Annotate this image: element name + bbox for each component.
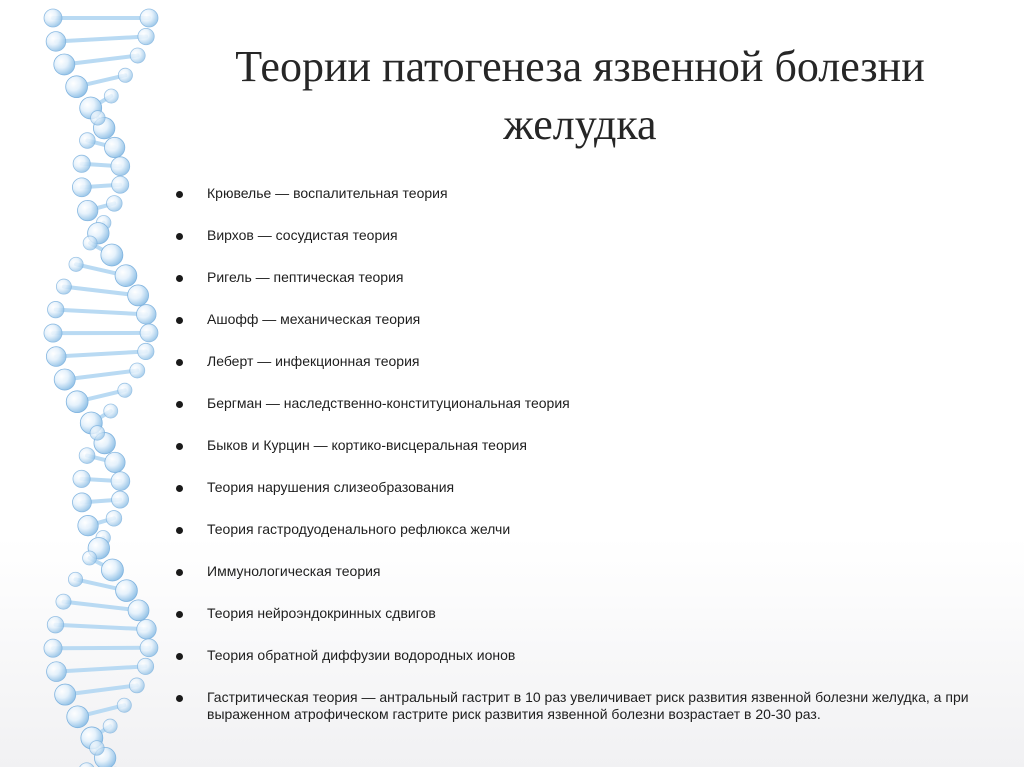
list-item: Теория гастродуоденального рефлюкса желчи	[176, 521, 996, 563]
bullet-icon	[176, 191, 183, 198]
dna-node	[118, 383, 132, 397]
dna-node	[69, 257, 83, 271]
list-item: Гастритическая теория — антральный гастрит в 10 раз увеличивает риск развития язвенной болезни желудка, а при выраженном атрофическом гастрите риск развития язвенной болезни возрастает в 20-30 раз.	[176, 689, 996, 723]
dna-node	[137, 620, 157, 640]
dna-node	[72, 178, 91, 197]
dna-node	[44, 324, 62, 342]
bullet-icon	[176, 275, 183, 282]
dna-node	[111, 157, 130, 176]
dna-node	[115, 265, 137, 287]
dna-node	[79, 763, 95, 767]
dna-node	[83, 551, 97, 565]
list-item: Крювелье — воспалительная теория	[176, 185, 996, 227]
dna-node	[55, 684, 76, 705]
dna-rung	[64, 287, 138, 296]
dna-node	[117, 698, 131, 712]
list-item: Леберт — инфекционная теория	[176, 353, 996, 395]
slide-title	[150, 38, 1010, 154]
dna-node	[112, 176, 129, 193]
dna-node	[116, 580, 138, 602]
dna-node	[101, 244, 123, 266]
dna-node	[140, 639, 158, 657]
dna-node	[118, 68, 132, 82]
bullet-icon	[176, 401, 183, 408]
slide-title-line-2: желудка	[503, 100, 657, 149]
list-item: Быков и Курцин — кортико-висцеральная теория	[176, 437, 996, 479]
list-item: Ригель — пептическая теория	[176, 269, 996, 311]
list-item: Теория нейроэндокринных сдвигов	[176, 605, 996, 647]
bullet-icon	[176, 359, 183, 366]
dna-node	[138, 343, 154, 359]
dna-node	[140, 324, 158, 342]
dna-node	[56, 279, 71, 294]
dna-node	[44, 639, 62, 657]
dna-node	[83, 236, 97, 250]
bullet-icon	[176, 527, 183, 534]
dna-rung	[64, 56, 137, 65]
dna-node	[111, 472, 130, 491]
dna-node	[104, 404, 118, 418]
dna-node	[104, 89, 118, 103]
dna-rung	[56, 351, 146, 356]
dna-node	[67, 706, 89, 728]
bullet-icon	[176, 611, 183, 618]
dna-node	[66, 76, 88, 98]
dna-node	[47, 616, 63, 632]
dna-rung	[65, 370, 138, 379]
dna-rung	[63, 602, 138, 611]
dna-node	[90, 426, 105, 441]
dna-node	[80, 133, 96, 149]
dna-rung	[56, 666, 145, 671]
dna-node	[130, 48, 145, 63]
dna-rung	[56, 37, 146, 42]
dna-node	[79, 448, 95, 464]
bullet-icon	[176, 569, 183, 576]
dna-node	[46, 347, 66, 367]
list-item: Бергман — наследственно-конституциональная теория	[176, 395, 996, 437]
dna-node	[56, 594, 71, 609]
dna-node	[103, 719, 117, 733]
slide-title-line-1: Теории патогенеза язвенной болезни	[235, 42, 925, 91]
dna-node	[91, 111, 106, 126]
list-item: Теория нарушения слизеобразования	[176, 479, 996, 521]
bullet-icon	[176, 443, 183, 450]
dna-node	[104, 137, 124, 157]
dna-node	[137, 658, 153, 674]
dna-node	[48, 301, 64, 317]
dna-node	[129, 678, 144, 693]
bullet-icon	[176, 485, 183, 492]
dna-node	[78, 200, 98, 220]
dna-node	[136, 305, 156, 325]
dna-node	[130, 363, 145, 378]
dna-rung	[56, 310, 147, 315]
dna-node	[46, 32, 66, 52]
dna-node	[106, 196, 122, 212]
dna-node	[73, 155, 90, 172]
dna-node	[72, 493, 91, 512]
dna-node	[140, 9, 158, 27]
dna-node	[66, 391, 88, 413]
dna-node	[106, 511, 122, 527]
list-item: Ашофф — механическая теория	[176, 311, 996, 353]
list-item: Иммунологическая теория	[176, 563, 996, 605]
list-item: Вирхов — сосудистая теория	[176, 227, 996, 269]
bullet-icon	[176, 233, 183, 240]
dna-node	[105, 452, 125, 472]
dna-node	[101, 559, 123, 581]
dna-node	[54, 54, 75, 75]
dna-node	[112, 491, 129, 508]
list-item: Теория обратной диффузии водородных ионов	[176, 647, 996, 689]
bullet-icon	[176, 653, 183, 660]
dna-node	[54, 369, 75, 390]
bullet-icon	[176, 695, 183, 702]
bullet-icon	[176, 317, 183, 324]
dna-node	[78, 515, 98, 535]
dna-node	[90, 741, 105, 756]
dna-node	[128, 285, 149, 306]
theories-list	[176, 185, 996, 723]
dna-node	[73, 470, 90, 487]
dna-rung	[56, 625, 147, 630]
dna-node	[128, 600, 149, 621]
dna-node	[47, 662, 67, 682]
dna-node	[68, 572, 82, 586]
dna-node	[44, 9, 62, 27]
